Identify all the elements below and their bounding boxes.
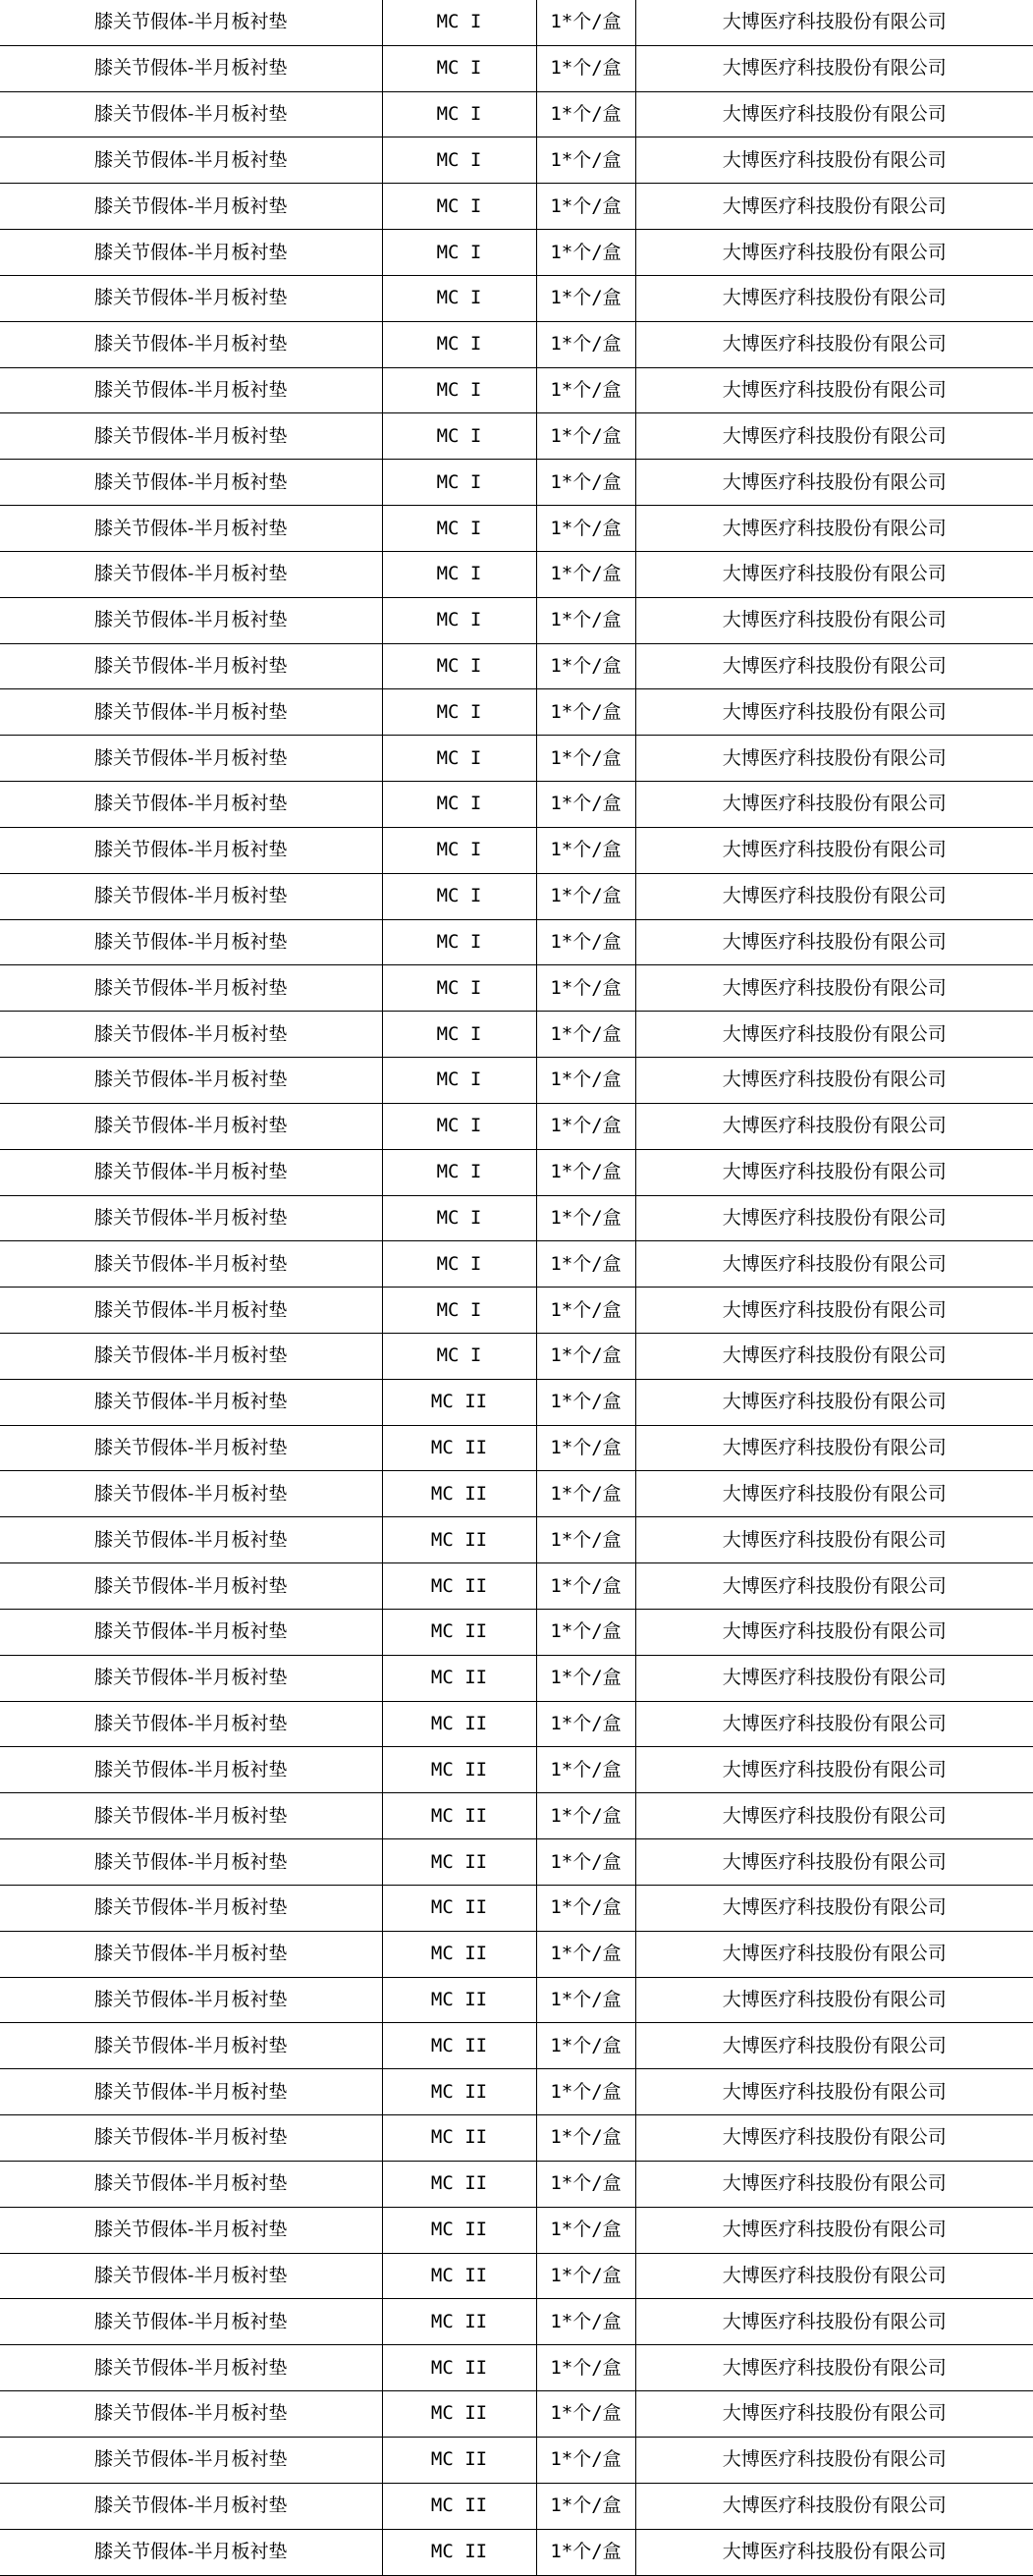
model-cell: MC I <box>382 643 536 689</box>
table-row <box>0 367 1033 413</box>
model-cell: MC I <box>382 597 536 643</box>
model-cell: MC II <box>382 2529 536 2575</box>
model-cell: MC II <box>382 1425 536 1471</box>
manufacturer-cell: 大博医疗科技股份有限公司 <box>635 1241 1033 1288</box>
table-row <box>0 597 1033 643</box>
table-row <box>0 965 1033 1012</box>
table-row <box>0 1701 1033 1747</box>
package-spec-cell: 1*个/盒 <box>536 137 635 184</box>
package-spec-cell: 1*个/盒 <box>536 2391 635 2438</box>
table-row <box>0 45 1033 91</box>
table-row <box>0 321 1033 367</box>
table-row <box>0 2253 1033 2299</box>
model-cell: MC II <box>382 2299 536 2345</box>
table-row <box>0 184 1033 230</box>
model-cell: MC II <box>382 1793 536 1839</box>
package-spec-cell: 1*个/盒 <box>536 1885 635 1931</box>
table-row <box>0 782 1033 828</box>
product-name-cell: 膝关节假体-半月板衬垫 <box>0 2161 382 2207</box>
package-spec-cell: 1*个/盒 <box>536 2023 635 2069</box>
product-name-cell: 膝关节假体-半月板衬垫 <box>0 2115 382 2162</box>
table-row <box>0 1655 1033 1701</box>
model-cell: MC II <box>382 1885 536 1931</box>
model-cell: MC II <box>382 2023 536 2069</box>
manufacturer-cell: 大博医疗科技股份有限公司 <box>635 1655 1033 1701</box>
product-name-cell: 膝关节假体-半月板衬垫 <box>0 2437 382 2483</box>
model-cell: MC II <box>382 2391 536 2438</box>
model-cell: MC II <box>382 2437 536 2483</box>
model-cell: MC I <box>382 45 536 91</box>
model-cell: MC I <box>382 827 536 873</box>
product-name-cell: 膝关节假体-半月板衬垫 <box>0 1058 382 1104</box>
model-cell: MC I <box>382 91 536 137</box>
product-name-cell: 膝关节假体-半月板衬垫 <box>0 184 382 230</box>
product-name-cell: 膝关节假体-半月板衬垫 <box>0 1425 382 1471</box>
package-spec-cell: 1*个/盒 <box>536 1563 635 1610</box>
package-spec-cell: 1*个/盒 <box>536 919 635 965</box>
model-cell: MC I <box>382 782 536 828</box>
table-row <box>0 827 1033 873</box>
manufacturer-cell: 大博医疗科技股份有限公司 <box>635 1747 1033 1793</box>
model-cell: MC II <box>382 1747 536 1793</box>
table-row <box>0 873 1033 919</box>
manufacturer-cell: 大博医疗科技股份有限公司 <box>635 137 1033 184</box>
product-name-cell: 膝关节假体-半月板衬垫 <box>0 2253 382 2299</box>
table-row <box>0 460 1033 506</box>
manufacturer-cell: 大博医疗科技股份有限公司 <box>635 1195 1033 1241</box>
manufacturer-cell: 大博医疗科技股份有限公司 <box>635 184 1033 230</box>
product-name-cell: 膝关节假体-半月板衬垫 <box>0 460 382 506</box>
table-row <box>0 1517 1033 1563</box>
product-name-cell: 膝关节假体-半月板衬垫 <box>0 1885 382 1931</box>
table-row <box>0 1334 1033 1380</box>
manufacturer-cell: 大博医疗科技股份有限公司 <box>635 643 1033 689</box>
product-name-cell: 膝关节假体-半月板衬垫 <box>0 1149 382 1195</box>
manufacturer-cell: 大博医疗科技股份有限公司 <box>635 1012 1033 1058</box>
package-spec-cell: 1*个/盒 <box>536 275 635 321</box>
package-spec-cell: 1*个/盒 <box>536 2161 635 2207</box>
manufacturer-cell: 大博医疗科技股份有限公司 <box>635 275 1033 321</box>
model-cell: MC II <box>382 2207 536 2253</box>
package-spec-cell: 1*个/盒 <box>536 91 635 137</box>
package-spec-cell: 1*个/盒 <box>536 2207 635 2253</box>
model-cell: MC II <box>382 2483 536 2529</box>
product-name-cell: 膝关节假体-半月板衬垫 <box>0 45 382 91</box>
model-cell: MC II <box>382 1517 536 1563</box>
package-spec-cell: 1*个/盒 <box>536 1425 635 1471</box>
table-row <box>0 736 1033 782</box>
package-spec-cell: 1*个/盒 <box>536 1012 635 1058</box>
table-row <box>0 2161 1033 2207</box>
model-cell: MC II <box>382 1471 536 1517</box>
package-spec-cell: 1*个/盒 <box>536 367 635 413</box>
model-cell: MC I <box>382 413 536 460</box>
package-spec-cell: 1*个/盒 <box>536 1701 635 1747</box>
product-name-cell: 膝关节假体-半月板衬垫 <box>0 0 382 45</box>
manufacturer-cell: 大博医疗科技股份有限公司 <box>635 367 1033 413</box>
model-cell: MC II <box>382 1655 536 1701</box>
manufacturer-cell: 大博医疗科技股份有限公司 <box>635 965 1033 1012</box>
product-name-cell: 膝关节假体-半月板衬垫 <box>0 1701 382 1747</box>
package-spec-cell: 1*个/盒 <box>536 873 635 919</box>
manufacturer-cell: 大博医疗科技股份有限公司 <box>635 1058 1033 1104</box>
model-cell: MC I <box>382 1288 536 1334</box>
model-cell: MC I <box>382 137 536 184</box>
model-cell: MC I <box>382 551 536 597</box>
package-spec-cell: 1*个/盒 <box>536 460 635 506</box>
product-name-cell: 膝关节假体-半月板衬垫 <box>0 965 382 1012</box>
product-name-cell: 膝关节假体-半月板衬垫 <box>0 2483 382 2529</box>
product-name-cell: 膝关节假体-半月板衬垫 <box>0 643 382 689</box>
manufacturer-cell: 大博医疗科技股份有限公司 <box>635 2207 1033 2253</box>
product-name-cell: 膝关节假体-半月板衬垫 <box>0 689 382 736</box>
product-name-cell: 膝关节假体-半月板衬垫 <box>0 873 382 919</box>
table-row <box>0 2115 1033 2162</box>
table-row <box>0 91 1033 137</box>
table-row <box>0 1288 1033 1334</box>
manufacturer-cell: 大博医疗科技股份有限公司 <box>635 597 1033 643</box>
product-name-cell: 膝关节假体-半月板衬垫 <box>0 1334 382 1380</box>
manufacturer-cell: 大博医疗科技股份有限公司 <box>635 2023 1033 2069</box>
table-row <box>0 2529 1033 2575</box>
manufacturer-cell: 大博医疗科技股份有限公司 <box>635 1931 1033 1977</box>
package-spec-cell: 1*个/盒 <box>536 1379 635 1425</box>
model-cell: MC I <box>382 1195 536 1241</box>
product-name-cell: 膝关节假体-半月板衬垫 <box>0 782 382 828</box>
package-spec-cell: 1*个/盒 <box>536 1609 635 1655</box>
manufacturer-cell: 大博医疗科技股份有限公司 <box>635 1517 1033 1563</box>
model-cell: MC II <box>382 2161 536 2207</box>
model-cell: MC I <box>382 460 536 506</box>
manufacturer-cell: 大博医疗科技股份有限公司 <box>635 2069 1033 2115</box>
manufacturer-cell: 大博医疗科技股份有限公司 <box>635 2299 1033 2345</box>
table-row <box>0 1058 1033 1104</box>
model-cell: MC I <box>382 965 536 1012</box>
product-name-cell: 膝关节假体-半月板衬垫 <box>0 1195 382 1241</box>
model-cell: MC I <box>382 230 536 276</box>
model-cell: MC I <box>382 1334 536 1380</box>
manufacturer-cell: 大博医疗科技股份有限公司 <box>635 2115 1033 2162</box>
product-name-cell: 膝关节假体-半月板衬垫 <box>0 1793 382 1839</box>
model-cell: MC I <box>382 919 536 965</box>
table-row <box>0 230 1033 276</box>
product-name-cell: 膝关节假体-半月板衬垫 <box>0 736 382 782</box>
manufacturer-cell: 大博医疗科技股份有限公司 <box>635 230 1033 276</box>
manufacturer-cell: 大博医疗科技股份有限公司 <box>635 1425 1033 1471</box>
manufacturer-cell: 大博医疗科技股份有限公司 <box>635 1379 1033 1425</box>
table-row <box>0 2299 1033 2345</box>
product-name-cell: 膝关节假体-半月板衬垫 <box>0 1655 382 1701</box>
manufacturer-cell: 大博医疗科技股份有限公司 <box>635 782 1033 828</box>
table-row <box>0 2345 1033 2391</box>
package-spec-cell: 1*个/盒 <box>536 689 635 736</box>
product-name-cell: 膝关节假体-半月板衬垫 <box>0 2207 382 2253</box>
manufacturer-cell: 大博医疗科技股份有限公司 <box>635 1793 1033 1839</box>
product-name-cell: 膝关节假体-半月板衬垫 <box>0 919 382 965</box>
model-cell: MC I <box>382 321 536 367</box>
package-spec-cell: 1*个/盒 <box>536 782 635 828</box>
manufacturer-cell: 大博医疗科技股份有限公司 <box>635 2161 1033 2207</box>
product-name-cell: 膝关节假体-半月板衬垫 <box>0 367 382 413</box>
package-spec-cell: 1*个/盒 <box>536 321 635 367</box>
product-name-cell: 膝关节假体-半月板衬垫 <box>0 1288 382 1334</box>
package-spec-cell: 1*个/盒 <box>536 1288 635 1334</box>
package-spec-cell: 1*个/盒 <box>536 2437 635 2483</box>
model-cell: MC I <box>382 367 536 413</box>
table-row <box>0 1931 1033 1977</box>
table-row <box>0 1012 1033 1058</box>
table-row <box>0 1885 1033 1931</box>
product-name-cell: 膝关节假体-半月板衬垫 <box>0 1931 382 1977</box>
manufacturer-cell: 大博医疗科技股份有限公司 <box>635 2483 1033 2529</box>
model-cell: MC II <box>382 1563 536 1610</box>
product-name-cell: 膝关节假体-半月板衬垫 <box>0 1103 382 1149</box>
model-cell: MC I <box>382 1012 536 1058</box>
table-row <box>0 1609 1033 1655</box>
product-name-cell: 膝关节假体-半月板衬垫 <box>0 1517 382 1563</box>
table-row <box>0 643 1033 689</box>
table-row <box>0 1379 1033 1425</box>
package-spec-cell: 1*个/盒 <box>536 1471 635 1517</box>
manufacturer-cell: 大博医疗科技股份有限公司 <box>635 2391 1033 2438</box>
model-cell: MC II <box>382 1977 536 2023</box>
manufacturer-cell: 大博医疗科技股份有限公司 <box>635 1334 1033 1380</box>
table-row <box>0 2483 1033 2529</box>
table-row <box>0 1241 1033 1288</box>
manufacturer-cell: 大博医疗科技股份有限公司 <box>635 2345 1033 2391</box>
table-row <box>0 551 1033 597</box>
model-cell: MC I <box>382 1149 536 1195</box>
manufacturer-cell: 大博医疗科技股份有限公司 <box>635 0 1033 45</box>
manufacturer-cell: 大博医疗科技股份有限公司 <box>635 1839 1033 1886</box>
manufacturer-cell: 大博医疗科技股份有限公司 <box>635 1149 1033 1195</box>
product-name-cell: 膝关节假体-半月板衬垫 <box>0 91 382 137</box>
model-cell: MC II <box>382 2069 536 2115</box>
package-spec-cell: 1*个/盒 <box>536 0 635 45</box>
manufacturer-cell: 大博医疗科技股份有限公司 <box>635 321 1033 367</box>
model-cell: MC I <box>382 275 536 321</box>
table-row <box>0 137 1033 184</box>
manufacturer-cell: 大博医疗科技股份有限公司 <box>635 1288 1033 1334</box>
model-cell: MC II <box>382 1609 536 1655</box>
table-row <box>0 919 1033 965</box>
product-name-cell: 膝关节假体-半月板衬垫 <box>0 1747 382 1793</box>
package-spec-cell: 1*个/盒 <box>536 1839 635 1886</box>
table-row <box>0 1103 1033 1149</box>
product-name-cell: 膝关节假体-半月板衬垫 <box>0 1839 382 1886</box>
table-row <box>0 413 1033 460</box>
product-name-cell: 膝关节假体-半月板衬垫 <box>0 2529 382 2575</box>
table-row <box>0 506 1033 552</box>
manufacturer-cell: 大博医疗科技股份有限公司 <box>635 919 1033 965</box>
table-row <box>0 689 1033 736</box>
package-spec-cell: 1*个/盒 <box>536 45 635 91</box>
manufacturer-cell: 大博医疗科技股份有限公司 <box>635 1701 1033 1747</box>
model-cell: MC I <box>382 1241 536 1288</box>
product-name-cell: 膝关节假体-半月板衬垫 <box>0 1379 382 1425</box>
table-row <box>0 1563 1033 1610</box>
manufacturer-cell: 大博医疗科技股份有限公司 <box>635 827 1033 873</box>
manufacturer-cell: 大博医疗科技股份有限公司 <box>635 2253 1033 2299</box>
manufacturer-cell: 大博医疗科技股份有限公司 <box>635 736 1033 782</box>
product-name-cell: 膝关节假体-半月板衬垫 <box>0 2299 382 2345</box>
model-cell: MC II <box>382 1701 536 1747</box>
package-spec-cell: 1*个/盒 <box>536 597 635 643</box>
manufacturer-cell: 大博医疗科技股份有限公司 <box>635 1609 1033 1655</box>
model-cell: MC I <box>382 0 536 45</box>
package-spec-cell: 1*个/盒 <box>536 1655 635 1701</box>
package-spec-cell: 1*个/盒 <box>536 413 635 460</box>
package-spec-cell: 1*个/盒 <box>536 1195 635 1241</box>
manufacturer-cell: 大博医疗科技股份有限公司 <box>635 1977 1033 2023</box>
table-row <box>0 1425 1033 1471</box>
manufacturer-cell: 大博医疗科技股份有限公司 <box>635 45 1033 91</box>
product-name-cell: 膝关节假体-半月板衬垫 <box>0 2391 382 2438</box>
manufacturer-cell: 大博医疗科技股份有限公司 <box>635 689 1033 736</box>
manufacturer-cell: 大博医疗科技股份有限公司 <box>635 873 1033 919</box>
package-spec-cell: 1*个/盒 <box>536 506 635 552</box>
manufacturer-cell: 大博医疗科技股份有限公司 <box>635 460 1033 506</box>
manufacturer-cell: 大博医疗科技股份有限公司 <box>635 1103 1033 1149</box>
product-name-cell: 膝关节假体-半月板衬垫 <box>0 1012 382 1058</box>
manufacturer-cell: 大博医疗科技股份有限公司 <box>635 2529 1033 2575</box>
manufacturer-cell: 大博医疗科技股份有限公司 <box>635 1563 1033 1610</box>
package-spec-cell: 1*个/盒 <box>536 1793 635 1839</box>
table-row <box>0 1747 1033 1793</box>
model-cell: MC I <box>382 506 536 552</box>
product-name-cell: 膝关节假体-半月板衬垫 <box>0 1563 382 1610</box>
model-cell: MC II <box>382 1931 536 1977</box>
manufacturer-cell: 大博医疗科技股份有限公司 <box>635 1471 1033 1517</box>
package-spec-cell: 1*个/盒 <box>536 1149 635 1195</box>
model-cell: MC II <box>382 2345 536 2391</box>
table-row <box>0 2023 1033 2069</box>
product-name-cell: 膝关节假体-半月板衬垫 <box>0 2023 382 2069</box>
package-spec-cell: 1*个/盒 <box>536 2253 635 2299</box>
package-spec-cell: 1*个/盒 <box>536 827 635 873</box>
product-name-cell: 膝关节假体-半月板衬垫 <box>0 275 382 321</box>
table-row <box>0 2069 1033 2115</box>
table-row <box>0 1149 1033 1195</box>
package-spec-cell: 1*个/盒 <box>536 2345 635 2391</box>
model-cell: MC II <box>382 1839 536 1886</box>
package-spec-cell: 1*个/盒 <box>536 2115 635 2162</box>
table-row <box>0 2207 1033 2253</box>
table-row <box>0 1977 1033 2023</box>
package-spec-cell: 1*个/盒 <box>536 2069 635 2115</box>
model-cell: MC I <box>382 689 536 736</box>
product-name-cell: 膝关节假体-半月板衬垫 <box>0 413 382 460</box>
model-cell: MC I <box>382 1103 536 1149</box>
manufacturer-cell: 大博医疗科技股份有限公司 <box>635 2437 1033 2483</box>
package-spec-cell: 1*个/盒 <box>536 2483 635 2529</box>
package-spec-cell: 1*个/盒 <box>536 2529 635 2575</box>
model-cell: MC II <box>382 2115 536 2162</box>
product-name-cell: 膝关节假体-半月板衬垫 <box>0 1609 382 1655</box>
package-spec-cell: 1*个/盒 <box>536 230 635 276</box>
table-row <box>0 0 1033 45</box>
table-row <box>0 2437 1033 2483</box>
model-cell: MC I <box>382 873 536 919</box>
manufacturer-cell: 大博医疗科技股份有限公司 <box>635 1885 1033 1931</box>
manufacturer-cell: 大博医疗科技股份有限公司 <box>635 413 1033 460</box>
table-row <box>0 2391 1033 2438</box>
product-name-cell: 膝关节假体-半月板衬垫 <box>0 321 382 367</box>
manufacturer-cell: 大博医疗科技股份有限公司 <box>635 91 1033 137</box>
table-row <box>0 1471 1033 1517</box>
product-name-cell: 膝关节假体-半月板衬垫 <box>0 1977 382 2023</box>
product-name-cell: 膝关节假体-半月板衬垫 <box>0 551 382 597</box>
model-cell: MC I <box>382 184 536 230</box>
product-name-cell: 膝关节假体-半月板衬垫 <box>0 230 382 276</box>
table-row <box>0 1793 1033 1839</box>
model-cell: MC II <box>382 1379 536 1425</box>
product-name-cell: 膝关节假体-半月板衬垫 <box>0 137 382 184</box>
model-cell: MC I <box>382 736 536 782</box>
product-name-cell: 膝关节假体-半月板衬垫 <box>0 597 382 643</box>
product-name-cell: 膝关节假体-半月板衬垫 <box>0 827 382 873</box>
product-name-cell: 膝关节假体-半月板衬垫 <box>0 2345 382 2391</box>
package-spec-cell: 1*个/盒 <box>536 1058 635 1104</box>
model-cell: MC I <box>382 1058 536 1104</box>
package-spec-cell: 1*个/盒 <box>536 1517 635 1563</box>
product-name-cell: 膝关节假体-半月板衬垫 <box>0 1471 382 1517</box>
package-spec-cell: 1*个/盒 <box>536 965 635 1012</box>
manufacturer-cell: 大博医疗科技股份有限公司 <box>635 506 1033 552</box>
manufacturer-cell: 大博医疗科技股份有限公司 <box>635 551 1033 597</box>
model-cell: MC II <box>382 2253 536 2299</box>
package-spec-cell: 1*个/盒 <box>536 184 635 230</box>
table-row <box>0 1195 1033 1241</box>
product-name-cell: 膝关节假体-半月板衬垫 <box>0 2069 382 2115</box>
package-spec-cell: 1*个/盒 <box>536 1931 635 1977</box>
package-spec-cell: 1*个/盒 <box>536 2299 635 2345</box>
package-spec-cell: 1*个/盒 <box>536 1747 635 1793</box>
package-spec-cell: 1*个/盒 <box>536 551 635 597</box>
table-row <box>0 1839 1033 1886</box>
product-name-cell: 膝关节假体-半月板衬垫 <box>0 1241 382 1288</box>
package-spec-cell: 1*个/盒 <box>536 1977 635 2023</box>
package-spec-cell: 1*个/盒 <box>536 1241 635 1288</box>
package-spec-cell: 1*个/盒 <box>536 1334 635 1380</box>
table-row <box>0 275 1033 321</box>
package-spec-cell: 1*个/盒 <box>536 1103 635 1149</box>
package-spec-cell: 1*个/盒 <box>536 736 635 782</box>
package-spec-cell: 1*个/盒 <box>536 643 635 689</box>
product-name-cell: 膝关节假体-半月板衬垫 <box>0 506 382 552</box>
